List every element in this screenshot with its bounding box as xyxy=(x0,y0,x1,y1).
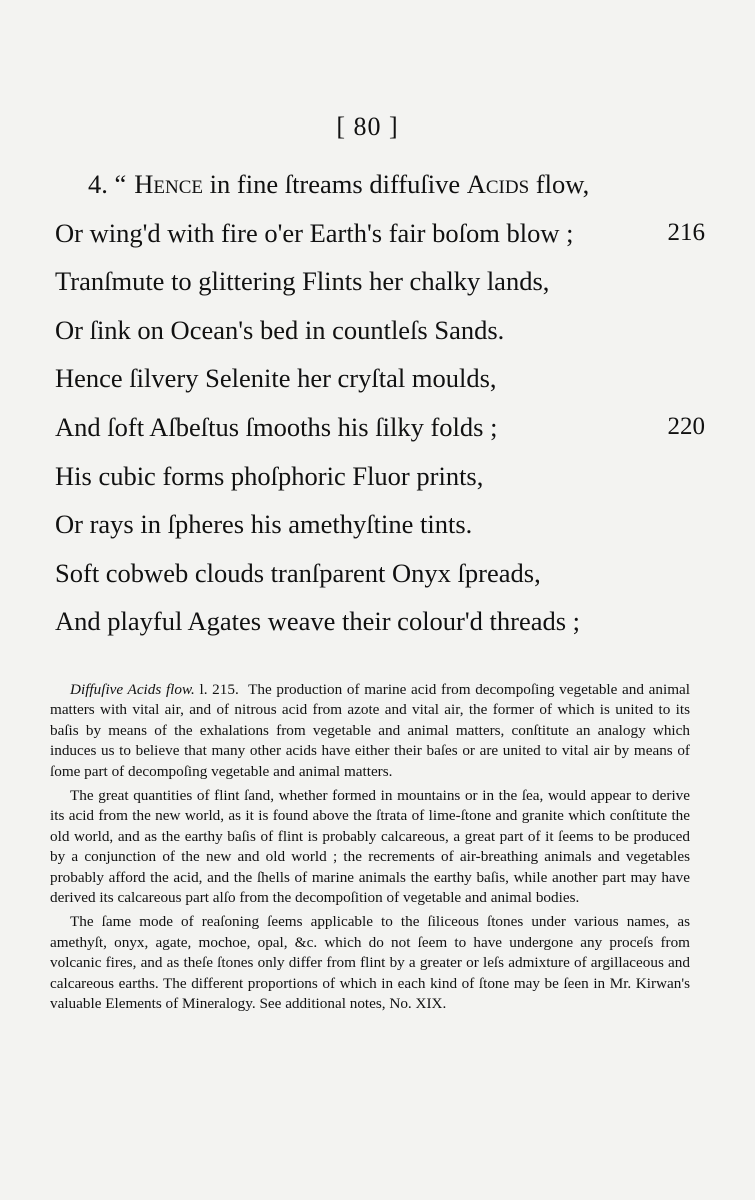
footnotes xyxy=(50,680,690,1019)
verse-line: 4. “ Hence in fine ſtreams diffuſive Acids flow, xyxy=(88,169,590,199)
verse-line: Hence ſilvery Selenite her cryſtal moulds, xyxy=(55,363,497,394)
verse-line: Soft cobweb clouds tranſparent Onyx ſpreads, xyxy=(55,557,541,588)
stanza-marker: 4. “ xyxy=(88,169,127,199)
verse-line: His cubic forms phoſphoric Fluor prints, xyxy=(55,460,484,491)
verse-line: Or wing'd with fire o'er Earth's fair boſom blow ; 216 xyxy=(55,209,705,258)
verse-line: Or ſink on Ocean's bed in countleſs Sands. xyxy=(55,314,505,345)
verse-line: And ſoft Aſbeſtus ſmooths his ſilky folds ; 220 xyxy=(55,403,705,452)
note-paragraph: The ſame mode of reaſoning ſeems applicable to the ſiliceous ſtones under various names, as amethyſt, onyx, agate, mochoe, opal, &c. which do not ſeem to have undergone any proceſs from volcanic fires, and as theſe ſtones only differ from flint by a greater or leſs admixture of argillaceous and calcareous earths. The different proportions of which in each kind of ſtone may be ſeen in Mr. Kirwan's valuable Elements of Mineralogy. See additional notes, No. XIX. xyxy=(50,913,690,1013)
note-reference: Diffuſive Acids flow. xyxy=(70,681,195,698)
verse-line: Or rays in ſpheres his amethyſtine tints. xyxy=(55,509,473,540)
note-line-reference: l. 215. xyxy=(194,681,239,698)
verse-line: Tranſmute to glittering Flints her chalky lands, xyxy=(55,266,550,297)
line-number: 220 xyxy=(667,412,705,440)
note-paragraph: The great quantities of flint ſand, whether formed in mountains or in the ſea, would appear to derive its acid from the new world, as it is found above the ſtrata of lime-ſtone and granite which conſtitute the old world, and as the earthy baſis of flint is probably calcareous, a great part of it ſeems to be produced by a conjunction of the new and old world ; the recrements of air-breathing animals and vegetables probably afford the acid, and the ſhells of marine animals the earthy baſis, while another part may have derived its calcareous part alſo from the decompoſition of vegetable and animal bodies. xyxy=(50,787,690,907)
verse-line: And playful Agates weave their colour'd threads ; xyxy=(55,606,581,637)
first-word: Hence xyxy=(134,169,204,199)
poem xyxy=(55,160,705,646)
line-number: 216 xyxy=(667,218,705,246)
note-paragraph: Diffuſive Acids flow. l. 215. The production of marine acid from decompoſing vegetable and animal matters with vital air, and of nitrous acid from azote and vital air, the former of which is united to its baſis by means of the exhalations from vegetable and animal matters, conſtitute an analogy which induces us to believe that many other acids have either their baſes or are united to vital air by means of ſome part of decompoſing vegetable and animal matters. xyxy=(50,681,690,780)
page-number: [ 80 ] xyxy=(336,112,399,141)
